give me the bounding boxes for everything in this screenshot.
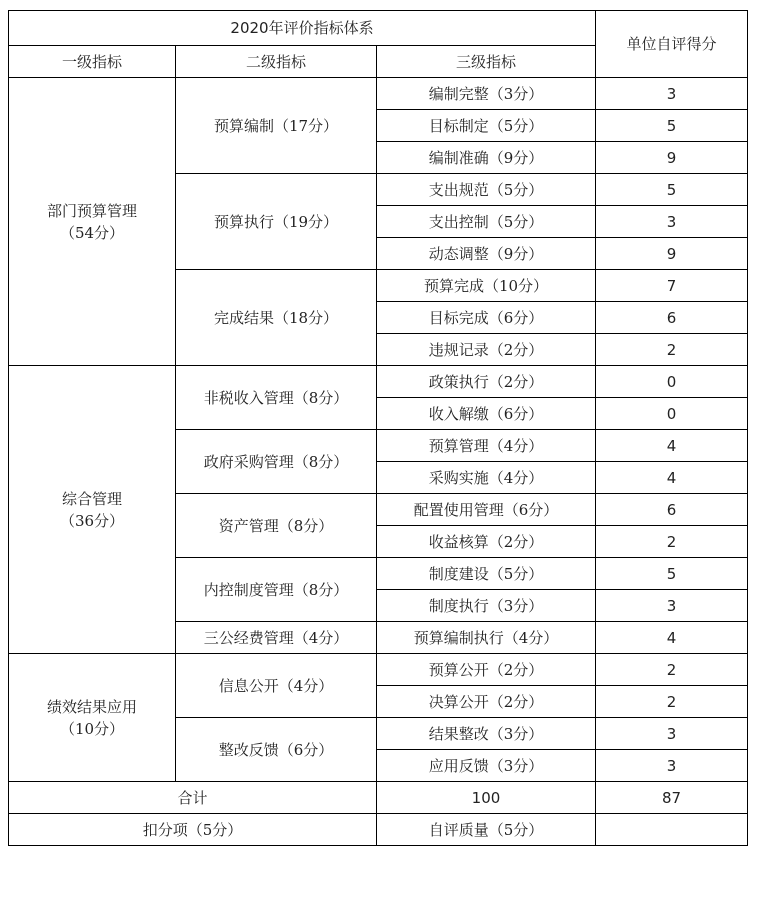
title-row [9, 11, 748, 46]
level3-cell: 决算公开（2分） [377, 686, 596, 718]
score-cell: 3 [596, 78, 748, 110]
level3-cell: 目标完成（6分） [377, 302, 596, 334]
level3-cell: 支出规范（5分） [377, 174, 596, 206]
level1-cell [9, 654, 176, 782]
score-cell: 3 [596, 590, 748, 622]
level3-cell: 目标制定（5分） [377, 110, 596, 142]
table-row [9, 366, 748, 398]
score-cell: 6 [596, 302, 748, 334]
level3-cell: 制度建设（5分） [377, 558, 596, 590]
total-points: 100 [377, 782, 596, 814]
level2-cell: 内控制度管理（8分） [176, 558, 377, 622]
score-cell: 9 [596, 142, 748, 174]
deduction-label: 扣分项（5分） [9, 814, 377, 846]
score-cell: 4 [596, 622, 748, 654]
level3-cell: 预算管理（4分） [377, 430, 596, 462]
level3-cell: 预算公开（2分） [377, 654, 596, 686]
level3-cell: 编制准确（9分） [377, 142, 596, 174]
evaluation-table [8, 10, 748, 846]
level3-cell: 收益核算（2分） [377, 526, 596, 558]
level1-points: （36分） [59, 511, 125, 530]
score-cell: 2 [596, 526, 748, 558]
score-cell: 2 [596, 654, 748, 686]
table-row [9, 654, 748, 686]
level2-cell: 政府采购管理（8分） [176, 430, 377, 494]
level1-cell [9, 78, 176, 366]
level3-cell: 编制完整（3分） [377, 78, 596, 110]
level3-cell: 制度执行（3分） [377, 590, 596, 622]
score-cell: 4 [596, 430, 748, 462]
score-cell: 2 [596, 334, 748, 366]
level1-name: 部门预算管理 [46, 201, 137, 220]
level1-name: 绩效结果应用 [46, 697, 137, 716]
level2-cell: 完成结果（18分） [176, 270, 377, 366]
score-cell: 0 [596, 398, 748, 430]
level3-cell: 收入解缴（6分） [377, 398, 596, 430]
level3-cell: 违规记录（2分） [377, 334, 596, 366]
level2-cell: 资产管理（8分） [176, 494, 377, 558]
level2-cell: 非税收入管理（8分） [176, 366, 377, 430]
deduction-row [9, 814, 748, 846]
level3-cell: 结果整改（3分） [377, 718, 596, 750]
level1-points: （54分） [59, 223, 125, 242]
score-cell: 3 [596, 750, 748, 782]
level3-cell: 配置使用管理（6分） [377, 494, 596, 526]
header-score: 单位自评得分 [596, 11, 748, 78]
header-level2: 二级指标 [176, 46, 377, 78]
level2-cell: 三公经费管理（4分） [176, 622, 377, 654]
level2-cell: 信息公开（4分） [176, 654, 377, 718]
score-cell: 2 [596, 686, 748, 718]
level1-cell [9, 366, 176, 654]
table-title: 2020年评价指标体系 [9, 11, 596, 46]
header-level3: 三级指标 [377, 46, 596, 78]
score-cell: 3 [596, 718, 748, 750]
level2-cell: 预算编制（17分） [176, 78, 377, 174]
level3-cell: 应用反馈（3分） [377, 750, 596, 782]
level3-cell: 动态调整（9分） [377, 238, 596, 270]
score-cell: 5 [596, 174, 748, 206]
header-level1: 一级指标 [9, 46, 176, 78]
table-row [9, 78, 748, 110]
level3-cell: 预算编制执行（4分） [377, 622, 596, 654]
level2-cell: 预算执行（19分） [176, 174, 377, 270]
score-cell: 7 [596, 270, 748, 302]
total-row [9, 782, 748, 814]
level3-cell: 政策执行（2分） [377, 366, 596, 398]
score-cell: 4 [596, 462, 748, 494]
deduction-score [596, 814, 748, 846]
level3-cell: 支出控制（5分） [377, 206, 596, 238]
deduction-item: 自评质量（5分） [377, 814, 596, 846]
total-label: 合计 [9, 782, 377, 814]
score-cell: 6 [596, 494, 748, 526]
level3-cell: 采购实施（4分） [377, 462, 596, 494]
score-cell: 5 [596, 110, 748, 142]
level1-points: （10分） [59, 719, 125, 738]
score-cell: 9 [596, 238, 748, 270]
level3-cell: 预算完成（10分） [377, 270, 596, 302]
score-cell: 3 [596, 206, 748, 238]
level2-cell: 整改反馈（6分） [176, 718, 377, 782]
score-cell: 0 [596, 366, 748, 398]
level1-name: 综合管理 [61, 489, 122, 508]
total-score: 87 [596, 782, 748, 814]
score-cell: 5 [596, 558, 748, 590]
